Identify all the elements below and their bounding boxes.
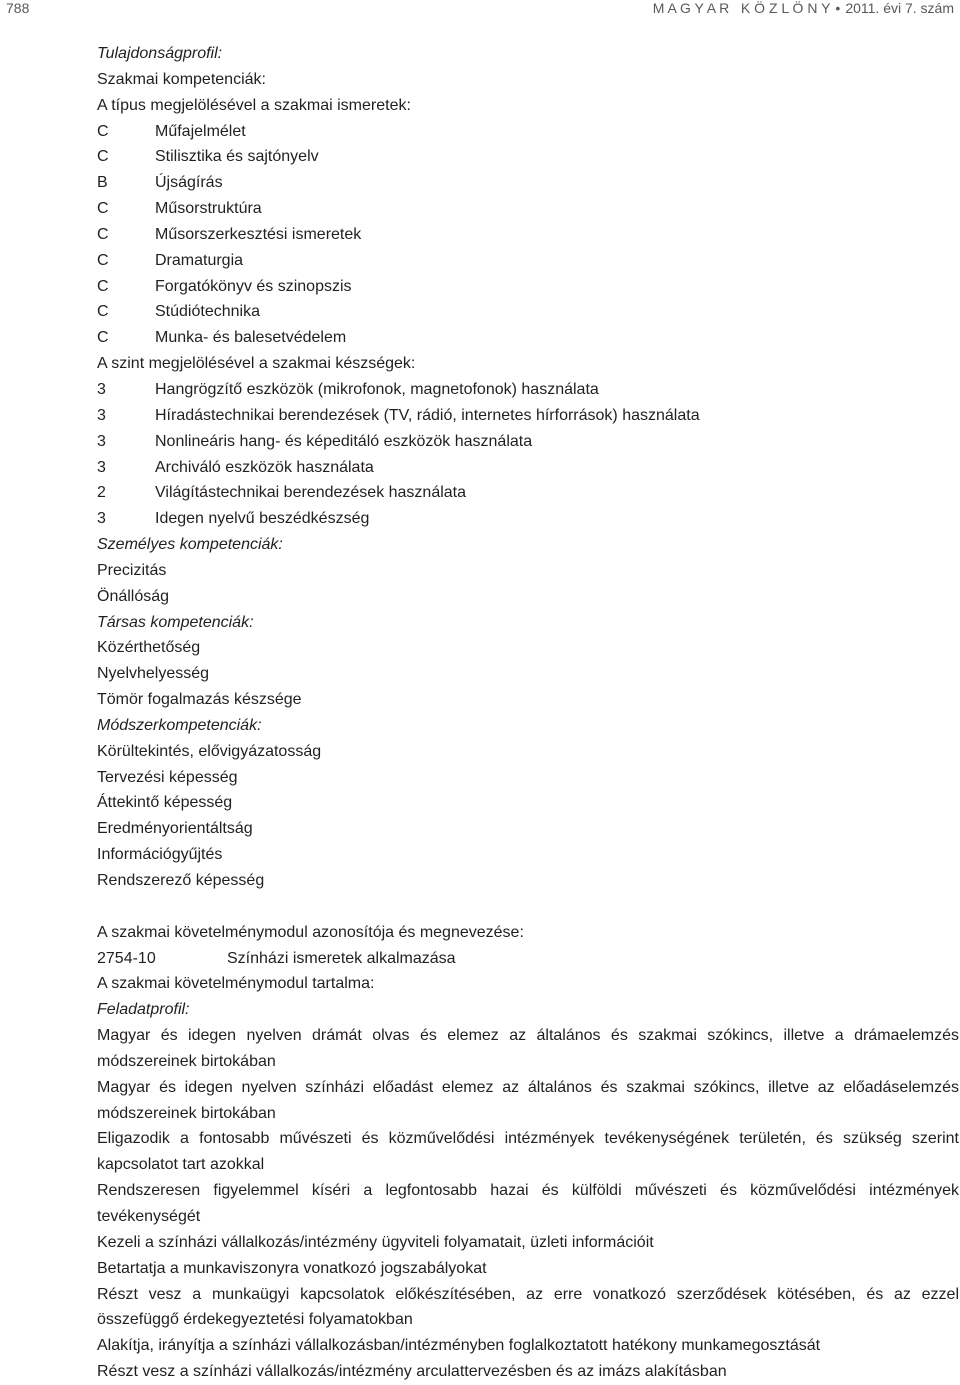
personal-competency: Önállóság <box>97 587 170 605</box>
task-item: Kezeli a színházi vállalkozás/intézmény ügyviteli folyamatait, üzleti információit <box>97 1233 654 1251</box>
skill-level: 3 <box>97 406 106 424</box>
module-name: Színházi ismeretek alkalmazása <box>227 949 456 967</box>
knowledge-item <box>97 222 959 248</box>
task-item: Magyar és idegen nyelven drámát olvas és elemez az általános és szakmai szókincs, illetve a drámaelemzés módszereinek birtokában <box>97 1027 959 1070</box>
knowledge-item <box>97 119 959 145</box>
skill-level: 3 <box>97 458 106 476</box>
knowledge-code: C <box>97 251 109 269</box>
module-identifier <box>97 946 959 972</box>
task-profile-heading: Feladatprofil: <box>97 1001 190 1019</box>
task-item: Betartatja a munkaviszonyra vonatkozó jogszabályokat <box>97 1259 487 1277</box>
social-competency: Tömör fogalmazás készsége <box>97 691 302 709</box>
skill-item <box>97 506 959 532</box>
knowledge-item <box>97 170 959 196</box>
skill-label: Nonlineáris hang- és képeditáló eszközök használata <box>155 432 533 450</box>
knowledge-item <box>97 248 959 274</box>
personal-competency: Precizitás <box>97 561 167 579</box>
skill-level: 3 <box>97 380 106 398</box>
knowledge-item <box>97 144 959 170</box>
knowledge-heading: A típus megjelölésével a szakmai ismeretek: <box>97 96 411 114</box>
knowledge-label: Forgatókönyv és szinopszis <box>155 277 352 295</box>
journal-title <box>653 0 954 16</box>
section-gap <box>97 894 959 920</box>
document-body <box>97 41 959 1385</box>
journal-name: M A G Y A R K Ö Z L Ö N Y <box>652 0 831 16</box>
page-header <box>0 0 960 24</box>
skill-level: 3 <box>97 510 106 528</box>
method-competencies-heading: Módszerkompetenciák: <box>97 716 262 734</box>
skill-label: Világítástechnikai berendezések használata <box>155 484 467 502</box>
method-competency: Tervezési képesség <box>97 768 238 786</box>
task-item: Magyar és idegen nyelven színházi előadást elemez az általános és szakmai szókincs, illetve az előadáselemzés módszereinek birtokában <box>97 1078 959 1122</box>
skill-item <box>97 403 959 429</box>
method-competency: Információgyűjtés <box>97 846 223 864</box>
module-id-heading: A szakmai követelménymodul azonosítója és megnevezése: <box>97 923 524 941</box>
skill-label: Hangrögzítő eszközök (mikrofonok, magnetofonok) használata <box>155 380 599 398</box>
knowledge-label: Stilisztika és sajtónyelv <box>155 148 319 166</box>
knowledge-item <box>97 196 959 222</box>
social-competency: Nyelvhelyesség <box>97 665 210 683</box>
skills-heading: A szint megjelölésével a szakmai készségek: <box>97 355 416 373</box>
knowledge-code: C <box>97 303 109 321</box>
method-competency: Eredményorientáltság <box>97 820 253 838</box>
knowledge-code: C <box>97 225 109 243</box>
knowledge-item <box>97 274 959 300</box>
page-number: 788 <box>6 0 30 16</box>
skill-label: Idegen nyelvű beszédkészség <box>155 510 370 528</box>
knowledge-code: C <box>97 200 109 218</box>
personal-competencies-heading: Személyes kompetenciák: <box>97 536 283 554</box>
task-item: Eligazodik a fontosabb művészeti és közművelődési intézmények tevékenységének területén, és szükség szerint kapcsolatot tart azokkal <box>97 1130 959 1174</box>
method-competency: Körültekintés, elővigyázatosság <box>97 742 322 760</box>
knowledge-item <box>97 299 959 325</box>
knowledge-label: Dramaturgia <box>155 251 244 269</box>
knowledge-label: Műsorszerkesztési ismeretek <box>155 225 362 243</box>
method-competency: Rendszerező képesség <box>97 872 265 889</box>
task-item: Alakítja, irányítja a színházi vállalkozásban/intézményben foglalkoztatott hatékony munkamegosztását <box>97 1337 821 1355</box>
task-item: Rendszeresen figyelemmel kíséri a legfontosabb hazai és külföldi művészeti és közművelődési intézmények tevékenységét <box>97 1182 959 1225</box>
bullet-separator: • <box>835 0 841 16</box>
skill-item <box>97 377 959 403</box>
knowledge-label: Műsorstruktúra <box>155 200 262 218</box>
task-item: Részt vesz a színházi vállalkozás/intézmény arculattervezésben és az imázs alakításban <box>97 1363 727 1381</box>
professional-competencies-heading: Szakmai kompetenciák: <box>97 70 266 88</box>
knowledge-label: Újságírás <box>155 174 223 192</box>
knowledge-label: Stúdiótechnika <box>155 303 260 321</box>
social-competency: Közérthetőség <box>97 639 201 657</box>
knowledge-item <box>97 325 959 351</box>
social-competencies-heading: Társas kompetenciák: <box>97 613 254 631</box>
skill-item <box>97 480 959 506</box>
skill-level: 2 <box>97 484 106 502</box>
skill-level: 3 <box>97 432 106 450</box>
issue-label: 2011. évi 7. szám <box>845 0 954 16</box>
skill-item <box>97 455 959 481</box>
knowledge-code: C <box>97 329 109 347</box>
module-code: 2754-10 <box>97 949 156 967</box>
task-item: Részt vesz a munkaügyi kapcsolatok előkészítésében, az erre vonatkozó szerződések kötésében, és az ezzel összefüggő érdekegyeztetési folyamatokban <box>97 1285 959 1329</box>
knowledge-code: C <box>97 148 109 166</box>
profile-title: Tulajdonságprofil: <box>97 45 223 62</box>
knowledge-code: C <box>97 122 109 140</box>
skill-item <box>97 429 959 455</box>
knowledge-label: Műfajelmélet <box>155 122 246 140</box>
knowledge-code: B <box>97 174 108 192</box>
method-competency: Áttekintő képesség <box>97 794 233 812</box>
skill-label: Archiváló eszközök használata <box>155 458 374 476</box>
skill-label: Híradástechnikai berendezések (TV, rádió, internetes hírforrások) használata <box>155 406 700 424</box>
module-content-heading: A szakmai követelménymodul tartalma: <box>97 975 375 993</box>
knowledge-label: Munka- és balesetvédelem <box>155 329 347 347</box>
knowledge-code: C <box>97 277 109 295</box>
